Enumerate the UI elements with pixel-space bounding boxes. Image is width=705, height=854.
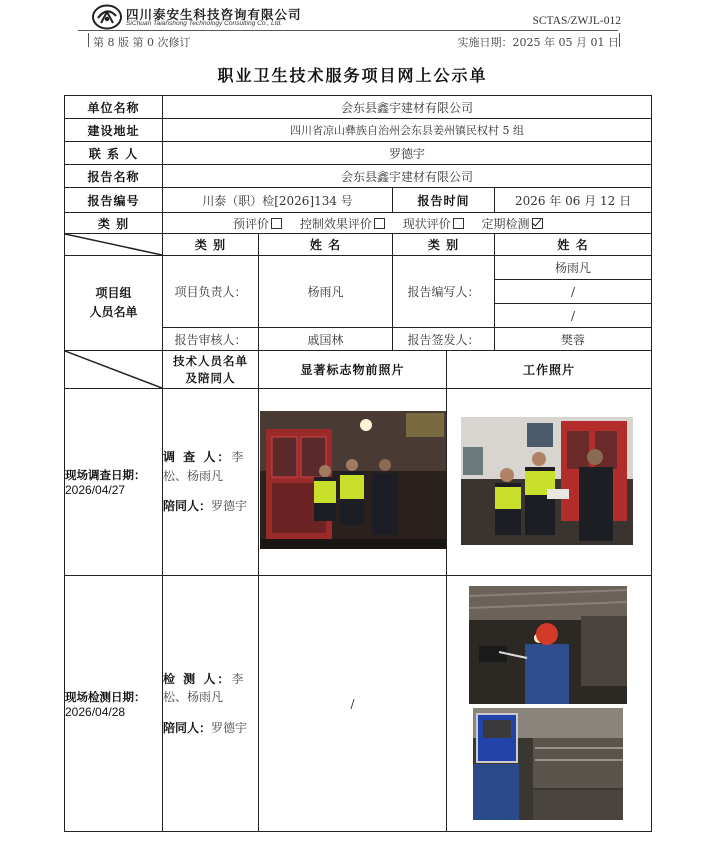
survey-date-value: 2026/04/27 [65, 483, 126, 497]
checkbox-control-effect[interactable] [374, 218, 385, 229]
report-no-value: 川泰（职）检[2026]134 号 [163, 188, 393, 213]
publicity-table [64, 95, 652, 832]
tester-value: 李松、杨雨凡 [163, 671, 244, 705]
survey-companion-key: 陪同人： [163, 499, 212, 514]
leader-name: 杨雨凡 [259, 256, 393, 328]
survey-date-cell [65, 389, 163, 576]
report-time-label: 报告时间 [393, 188, 495, 213]
survey-companion-value: 罗德宇 [211, 499, 248, 514]
sign-photo-header: 显著标志物前照片 [259, 351, 447, 389]
team-type-header-1: 类 别 [163, 234, 259, 256]
row-report-no [65, 188, 652, 213]
effective-date: 实施日期：2025 年 05 月 01 日 [457, 36, 619, 49]
issuer-label: 报告签发人： [393, 328, 495, 351]
survey-work-photo-cell [447, 389, 652, 576]
team-name-header-1: 姓 名 [259, 234, 393, 256]
report-time-value: 2026 年 06 月 12 日 [495, 188, 652, 213]
writer-label: 报告编写人： [393, 256, 495, 328]
issuer-name: 樊蓉 [495, 328, 652, 351]
writer-name-2: / [495, 280, 652, 304]
category-status-evaluation: 现状评价 [402, 216, 451, 231]
survey-sign-photo [260, 411, 446, 549]
unit-label: 单位名称 [65, 96, 163, 119]
diagonal-line [65, 351, 162, 388]
row-category [65, 213, 652, 234]
investigator-key: 调 查 人： [163, 450, 232, 465]
detection-date-label: 现场检测日期： [65, 689, 146, 704]
survey-work-photo [461, 417, 633, 545]
document-header [0, 0, 705, 60]
detection-companion-value: 罗德宇 [211, 720, 248, 735]
contact-label: 联 系 人 [65, 142, 163, 165]
detection-work-photo-2 [473, 708, 623, 820]
row-team-1 [65, 256, 652, 280]
reviewer-name: 戚国林 [259, 328, 393, 351]
header-rule [78, 30, 618, 31]
checkbox-status-evaluation[interactable] [453, 218, 464, 229]
work-photo-header: 工作照片 [447, 351, 652, 389]
survey-date-label: 现场调查日期： [65, 468, 146, 482]
checkbox-periodic-testing[interactable] [532, 218, 543, 229]
category-control-effect: 控制效果评价 [299, 216, 372, 231]
leader-label: 项目负责人： [163, 256, 259, 328]
detection-companion-key: 陪同人： [163, 720, 212, 735]
photo-corner-cell [65, 351, 163, 389]
report-no-label: 报告编号 [65, 188, 163, 213]
contact-value: 罗德宇 [163, 142, 652, 165]
tester-key: 检 测 人： [163, 671, 232, 686]
detection-date-cell [65, 576, 163, 832]
category-options [163, 213, 652, 234]
reviewer-label: 报告审核人： [163, 328, 259, 351]
page-title: 职业卫生技术服务项目网上公示单 [217, 66, 488, 85]
report-name-value: 会东县鑫宇建材有限公司 [163, 165, 652, 188]
team-side-label-line1: 项目组 [95, 285, 132, 300]
row-address [65, 119, 652, 142]
detection-work-photo-1 [469, 586, 627, 704]
team-side-label-line2: 人员名单 [89, 305, 138, 319]
writer-name-3: / [495, 304, 652, 328]
row-report-name [65, 165, 652, 188]
report-name-label: 报告名称 [65, 165, 163, 188]
team-type-header-2: 类 别 [393, 234, 495, 256]
unit-value: 会东县鑫宇建材有限公司 [163, 96, 652, 119]
company-logo-icon [92, 4, 122, 30]
row-detection [65, 576, 652, 832]
detection-sign-photo-cell: / [259, 576, 447, 832]
team-name-header-2: 姓 名 [495, 234, 652, 256]
writer-name-1: 杨雨凡 [495, 256, 652, 280]
detection-work-photo-cell [447, 576, 652, 832]
row-contact [65, 142, 652, 165]
detection-staff-cell [163, 576, 259, 832]
team-corner-cell [65, 234, 163, 256]
address-value: 四川省凉山彝族自治州会东县姜州镇民权村 5 组 [163, 119, 652, 142]
survey-staff-cell [163, 389, 259, 576]
detection-date-value: 2026/04/28 [65, 704, 126, 719]
survey-sign-photo-cell [259, 389, 447, 576]
row-unit [65, 96, 652, 119]
staff-column-header: 技术人员名单及陪同人 [163, 351, 259, 389]
company-name: 四川泰安生科技咨询有限公司 [126, 7, 302, 22]
category-pre-evaluation: 预评价 [233, 216, 270, 231]
category-periodic-testing: 定期检测 [481, 216, 530, 231]
address-label: 建设地址 [65, 119, 163, 142]
document-code: SCTAS/ZWJL-012 [532, 15, 621, 27]
row-survey [65, 389, 652, 576]
diagonal-line [65, 234, 162, 255]
investigator-value: 李松、杨雨凡 [163, 450, 244, 483]
checkbox-pre-evaluation[interactable] [271, 218, 282, 229]
team-side-label [65, 256, 163, 351]
company-name-english: SiChuan Taianshong Technology Consulting Co., Ltd. [126, 20, 283, 27]
version-info: 第 8 版 第 0 次修订 [93, 36, 191, 49]
row-photo-header [65, 351, 652, 389]
row-team-header [65, 234, 652, 256]
category-label: 类 别 [65, 213, 163, 234]
